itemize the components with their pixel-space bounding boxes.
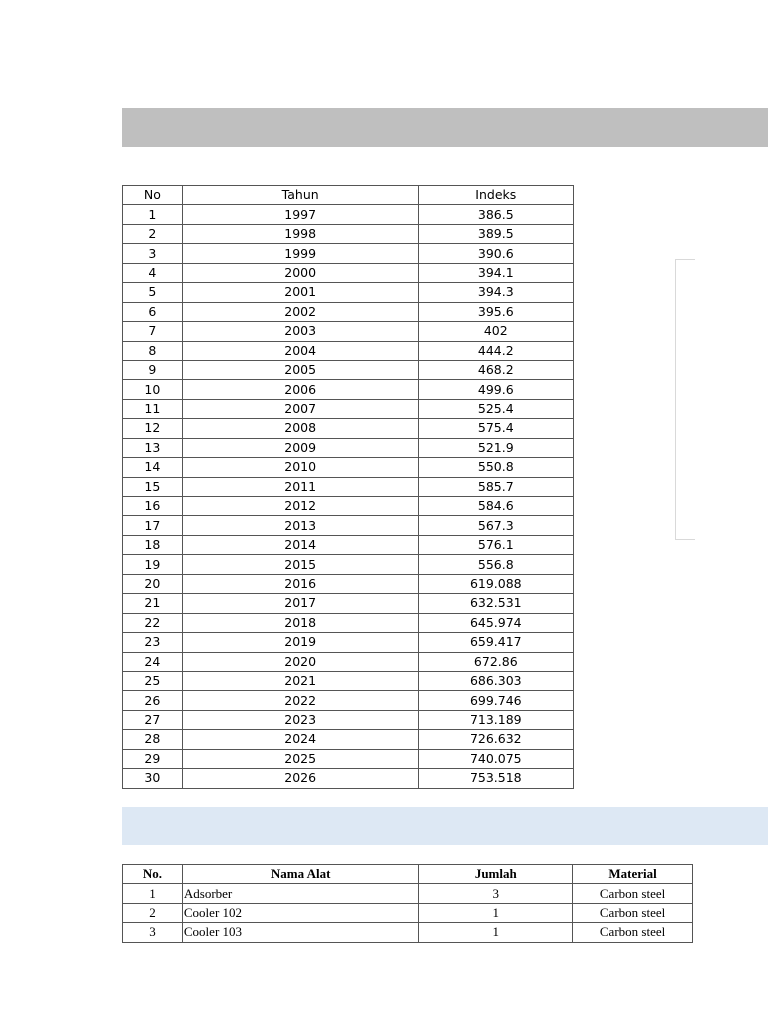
cell-indeks: 550.8 bbox=[418, 458, 573, 477]
cell-no: 7 bbox=[123, 322, 183, 341]
equipment-table bbox=[122, 864, 693, 943]
cell-tahun: 2011 bbox=[182, 477, 418, 496]
cell-indeks: 521.9 bbox=[418, 438, 573, 457]
cell-tahun: 1998 bbox=[182, 224, 418, 243]
cost-index-table-body bbox=[123, 205, 574, 788]
cell-tahun: 2017 bbox=[182, 594, 418, 613]
table-row bbox=[123, 419, 574, 438]
cell-no: 30 bbox=[123, 769, 183, 788]
cell-tahun: 2014 bbox=[182, 535, 418, 554]
cell-nama-alat: Cooler 103 bbox=[182, 923, 419, 942]
cell-no: 5 bbox=[123, 283, 183, 302]
column-header-no: No. bbox=[123, 865, 183, 884]
table-header-row bbox=[123, 186, 574, 205]
cell-nama-alat: Adsorber bbox=[182, 884, 419, 903]
table-row bbox=[123, 302, 574, 321]
cost-index-table bbox=[122, 185, 574, 789]
cell-no: 1 bbox=[123, 205, 183, 224]
cell-indeks: 468.2 bbox=[418, 360, 573, 379]
cell-tahun: 2006 bbox=[182, 380, 418, 399]
table-row bbox=[123, 497, 574, 516]
cell-tahun: 2003 bbox=[182, 322, 418, 341]
cell-indeks: 713.189 bbox=[418, 710, 573, 729]
table-header-row bbox=[123, 865, 693, 884]
table-row bbox=[123, 633, 574, 652]
cell-no: 14 bbox=[123, 458, 183, 477]
table-row bbox=[123, 594, 574, 613]
cell-indeks: 525.4 bbox=[418, 399, 573, 418]
cell-no: 6 bbox=[123, 302, 183, 321]
column-header-jumlah: Jumlah bbox=[419, 865, 573, 884]
cell-indeks: 390.6 bbox=[418, 244, 573, 263]
cell-tahun: 2008 bbox=[182, 419, 418, 438]
cell-tahun: 2000 bbox=[182, 263, 418, 282]
cell-tahun: 1999 bbox=[182, 244, 418, 263]
cell-tahun: 2010 bbox=[182, 458, 418, 477]
cell-tahun: 1997 bbox=[182, 205, 418, 224]
cell-no: 21 bbox=[123, 594, 183, 613]
table-row bbox=[123, 691, 574, 710]
cell-no: 15 bbox=[123, 477, 183, 496]
cell-indeks: 556.8 bbox=[418, 555, 573, 574]
cell-indeks: 672.86 bbox=[418, 652, 573, 671]
table-row bbox=[123, 283, 574, 302]
column-header-material: Material bbox=[573, 865, 693, 884]
cell-nama-alat: Cooler 102 bbox=[182, 903, 419, 922]
cell-material: Carbon steel bbox=[573, 923, 693, 942]
cell-indeks: 575.4 bbox=[418, 419, 573, 438]
cell-no: 9 bbox=[123, 360, 183, 379]
table-row bbox=[123, 380, 574, 399]
cell-no: 28 bbox=[123, 730, 183, 749]
table-row bbox=[123, 477, 574, 496]
table-row bbox=[123, 613, 574, 632]
cell-no: 23 bbox=[123, 633, 183, 652]
cell-indeks: 386.5 bbox=[418, 205, 573, 224]
cell-indeks: 699.746 bbox=[418, 691, 573, 710]
table-row bbox=[123, 322, 574, 341]
table-row bbox=[123, 671, 574, 690]
table-row bbox=[123, 555, 574, 574]
cell-no: 18 bbox=[123, 535, 183, 554]
column-header-no: No bbox=[123, 186, 183, 205]
cell-indeks: 394.1 bbox=[418, 263, 573, 282]
cell-indeks: 619.088 bbox=[418, 574, 573, 593]
cell-tahun: 2005 bbox=[182, 360, 418, 379]
cell-indeks: 740.075 bbox=[418, 749, 573, 768]
column-header-tahun: Tahun bbox=[182, 186, 418, 205]
cell-tahun: 2004 bbox=[182, 341, 418, 360]
table-row bbox=[123, 769, 574, 788]
table-row bbox=[123, 438, 574, 457]
cell-tahun: 2016 bbox=[182, 574, 418, 593]
cell-no: 2 bbox=[123, 224, 183, 243]
cell-no: 24 bbox=[123, 652, 183, 671]
cell-no: 25 bbox=[123, 671, 183, 690]
cell-indeks: 444.2 bbox=[418, 341, 573, 360]
cell-tahun: 2001 bbox=[182, 283, 418, 302]
table-row bbox=[123, 341, 574, 360]
cell-indeks: 394.3 bbox=[418, 283, 573, 302]
cell-indeks: 395.6 bbox=[418, 302, 573, 321]
equipment-table-body bbox=[123, 884, 693, 942]
cell-tahun: 2024 bbox=[182, 730, 418, 749]
table-row bbox=[123, 263, 574, 282]
cell-no: 26 bbox=[123, 691, 183, 710]
section-header-band-blue bbox=[122, 807, 768, 845]
table-row bbox=[123, 903, 693, 922]
cell-tahun: 2018 bbox=[182, 613, 418, 632]
column-header-indeks: Indeks bbox=[418, 186, 573, 205]
cell-indeks: 686.303 bbox=[418, 671, 573, 690]
table-row bbox=[123, 458, 574, 477]
cell-no: 27 bbox=[123, 710, 183, 729]
cell-tahun: 2022 bbox=[182, 691, 418, 710]
cell-indeks: 753.518 bbox=[418, 769, 573, 788]
cell-no: 3 bbox=[123, 923, 183, 942]
cell-no: 19 bbox=[123, 555, 183, 574]
table-row bbox=[123, 516, 574, 535]
cell-no: 3 bbox=[123, 244, 183, 263]
cell-indeks: 659.417 bbox=[418, 633, 573, 652]
cell-no: 4 bbox=[123, 263, 183, 282]
table-row bbox=[123, 244, 574, 263]
cell-tahun: 2012 bbox=[182, 497, 418, 516]
table-row bbox=[123, 574, 574, 593]
section-header-band-gray bbox=[122, 108, 768, 147]
cell-tahun: 2026 bbox=[182, 769, 418, 788]
table-row bbox=[123, 535, 574, 554]
cell-tahun: 2021 bbox=[182, 671, 418, 690]
cell-no: 1 bbox=[123, 884, 183, 903]
cell-material: Carbon steel bbox=[573, 903, 693, 922]
cell-no: 11 bbox=[123, 399, 183, 418]
cell-no: 29 bbox=[123, 749, 183, 768]
cell-jumlah: 3 bbox=[419, 884, 573, 903]
table-row bbox=[123, 749, 574, 768]
chart-frame-edge bbox=[675, 259, 695, 540]
cell-indeks: 585.7 bbox=[418, 477, 573, 496]
cell-tahun: 2015 bbox=[182, 555, 418, 574]
cell-tahun: 2023 bbox=[182, 710, 418, 729]
cell-no: 12 bbox=[123, 419, 183, 438]
cell-indeks: 402 bbox=[418, 322, 573, 341]
column-header-nama-alat: Nama Alat bbox=[182, 865, 419, 884]
table-row bbox=[123, 399, 574, 418]
table-row bbox=[123, 652, 574, 671]
cell-indeks: 499.6 bbox=[418, 380, 573, 399]
cell-tahun: 2002 bbox=[182, 302, 418, 321]
cell-indeks: 567.3 bbox=[418, 516, 573, 535]
table-row bbox=[123, 923, 693, 942]
cell-no: 20 bbox=[123, 574, 183, 593]
cell-no: 13 bbox=[123, 438, 183, 457]
cell-indeks: 645.974 bbox=[418, 613, 573, 632]
table-row bbox=[123, 730, 574, 749]
cell-tahun: 2009 bbox=[182, 438, 418, 457]
table-row bbox=[123, 884, 693, 903]
table-row bbox=[123, 205, 574, 224]
table-row bbox=[123, 710, 574, 729]
cell-no: 16 bbox=[123, 497, 183, 516]
cell-no: 22 bbox=[123, 613, 183, 632]
cell-tahun: 2019 bbox=[182, 633, 418, 652]
cell-jumlah: 1 bbox=[419, 903, 573, 922]
cell-indeks: 726.632 bbox=[418, 730, 573, 749]
table-row bbox=[123, 360, 574, 379]
cell-tahun: 2025 bbox=[182, 749, 418, 768]
cell-no: 8 bbox=[123, 341, 183, 360]
cell-no: 2 bbox=[123, 903, 183, 922]
cell-no: 10 bbox=[123, 380, 183, 399]
cell-tahun: 2013 bbox=[182, 516, 418, 535]
cell-material: Carbon steel bbox=[573, 884, 693, 903]
table-row bbox=[123, 224, 574, 243]
cell-indeks: 389.5 bbox=[418, 224, 573, 243]
cell-indeks: 576.1 bbox=[418, 535, 573, 554]
cell-indeks: 584.6 bbox=[418, 497, 573, 516]
cell-jumlah: 1 bbox=[419, 923, 573, 942]
cell-tahun: 2007 bbox=[182, 399, 418, 418]
cell-indeks: 632.531 bbox=[418, 594, 573, 613]
cell-tahun: 2020 bbox=[182, 652, 418, 671]
cell-no: 17 bbox=[123, 516, 183, 535]
